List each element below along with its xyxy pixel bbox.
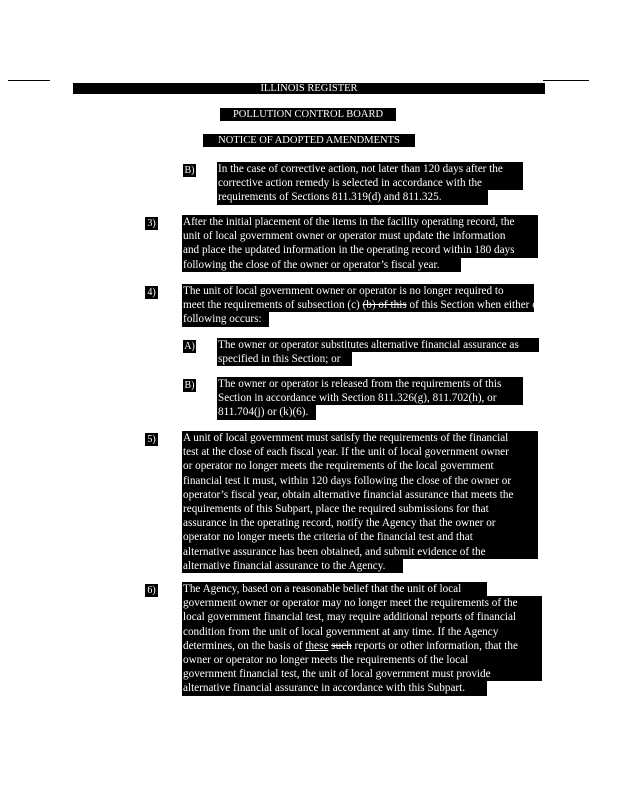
paragraph — [182, 215, 538, 272]
text-line: alternative assurance has been obtained, and submit evidence of the — [182, 545, 538, 559]
paragraph — [182, 582, 542, 696]
text-fragment: reports or other information, that the — [354, 639, 518, 652]
paragraph — [182, 431, 538, 573]
text-line: government financial test, the unit of local government must provide — [182, 667, 542, 681]
text-line — [182, 298, 558, 312]
text-line: specified in this Section; or — [217, 352, 352, 366]
text-fragment: determines, on the basis of — [183, 639, 303, 652]
text-line: assurance in the operating record, notify the Agency that the owner or — [182, 516, 538, 530]
notice-title: NOTICE OF ADOPTED AMENDMENTS — [203, 134, 415, 147]
text-line: alternative financial assurance in accordance with this Subpart. — [182, 681, 487, 695]
inserted-text: these — [305, 639, 329, 652]
text-line: alternative financial assurance to the Agency. — [182, 559, 403, 573]
board-title: POLLUTION CONTROL BOARD — [220, 108, 396, 121]
text-line: A unit of local government must satisfy the requirements of the financial — [182, 431, 538, 445]
item-marker: 3) — [145, 217, 158, 230]
text-line: unit of local government owner or operator must update the information — [182, 229, 538, 243]
text-line: The owner or operator substitutes alternative financial assurance as — [217, 338, 539, 352]
deleted-text: such — [331, 639, 352, 652]
paragraph — [182, 284, 558, 327]
text-line: requirements of this Subpart, place the required submissions for that — [182, 502, 538, 516]
item-marker: 5) — [145, 433, 158, 446]
item-marker: 6) — [145, 584, 158, 597]
text-line: Section in accordance with Section 811.326(g), 811.702(h), or — [217, 391, 523, 405]
deleted-text: (b) of this — [362, 299, 407, 312]
paragraph — [217, 377, 523, 420]
text-line: corrective action remedy is selected in accordance with the — [217, 176, 523, 190]
paragraph — [217, 338, 539, 366]
paragraph — [217, 162, 523, 205]
register-title: ILLINOIS REGISTER — [73, 83, 545, 94]
text-line: The owner or operator is released from the requirements of this — [217, 377, 523, 391]
item-marker: B) — [184, 165, 195, 176]
text-line: operator no longer meets the criteria of the financial test and that — [182, 530, 538, 544]
text-line: condition from the unit of local government at any time. If the Agency — [182, 625, 542, 639]
text-line: following occurs: — [182, 312, 269, 326]
text-line: test at the close of each fiscal year. If the unit of local government owner — [182, 445, 538, 459]
text-line: The unit of local government owner or operator is no longer required to — [182, 284, 534, 298]
text-line: 811.704(j) or (k)(6). — [217, 405, 316, 419]
text-line: operator’s fiscal year, obtain alternative financial assurance that meets the — [182, 488, 538, 502]
text-line — [182, 639, 542, 653]
text-line: The Agency, based on a reasonable belief that the unit of local — [182, 582, 487, 596]
text-line: local government financial test, may require additional reports of financial — [182, 610, 542, 624]
item-marker: A) — [184, 341, 195, 352]
item-marker: 4) — [145, 286, 158, 299]
item-marker: B) — [184, 380, 195, 391]
text-line: following the close of the owner or operator’s fiscal year. — [182, 258, 461, 272]
header-rule-right — [543, 80, 589, 81]
text-line: government owner or operator may no longer meet the requirements of the — [182, 596, 542, 610]
text-line: requirements of Sections 811.319(d) and 811.325. — [217, 190, 488, 204]
text-fragment: meet the requirements of subsection (c) — [183, 299, 360, 312]
text-line: financial test it must, within 120 days following the close of the owner or — [182, 474, 538, 488]
header-rule-left — [8, 80, 50, 81]
text-line: owner or operator no longer meets the requirements of the local — [182, 653, 542, 667]
text-line: After the initial placement of the items in the facility operating record, the — [182, 215, 538, 229]
text-line: and place the updated information in the operating record within 180 days — [182, 243, 538, 257]
text-line: In the case of corrective action, not later than 120 days after the — [217, 162, 523, 176]
text-fragment: of this Section when either of the — [409, 299, 558, 312]
text-line: or operator no longer meets the requirements of the local government — [182, 459, 538, 473]
